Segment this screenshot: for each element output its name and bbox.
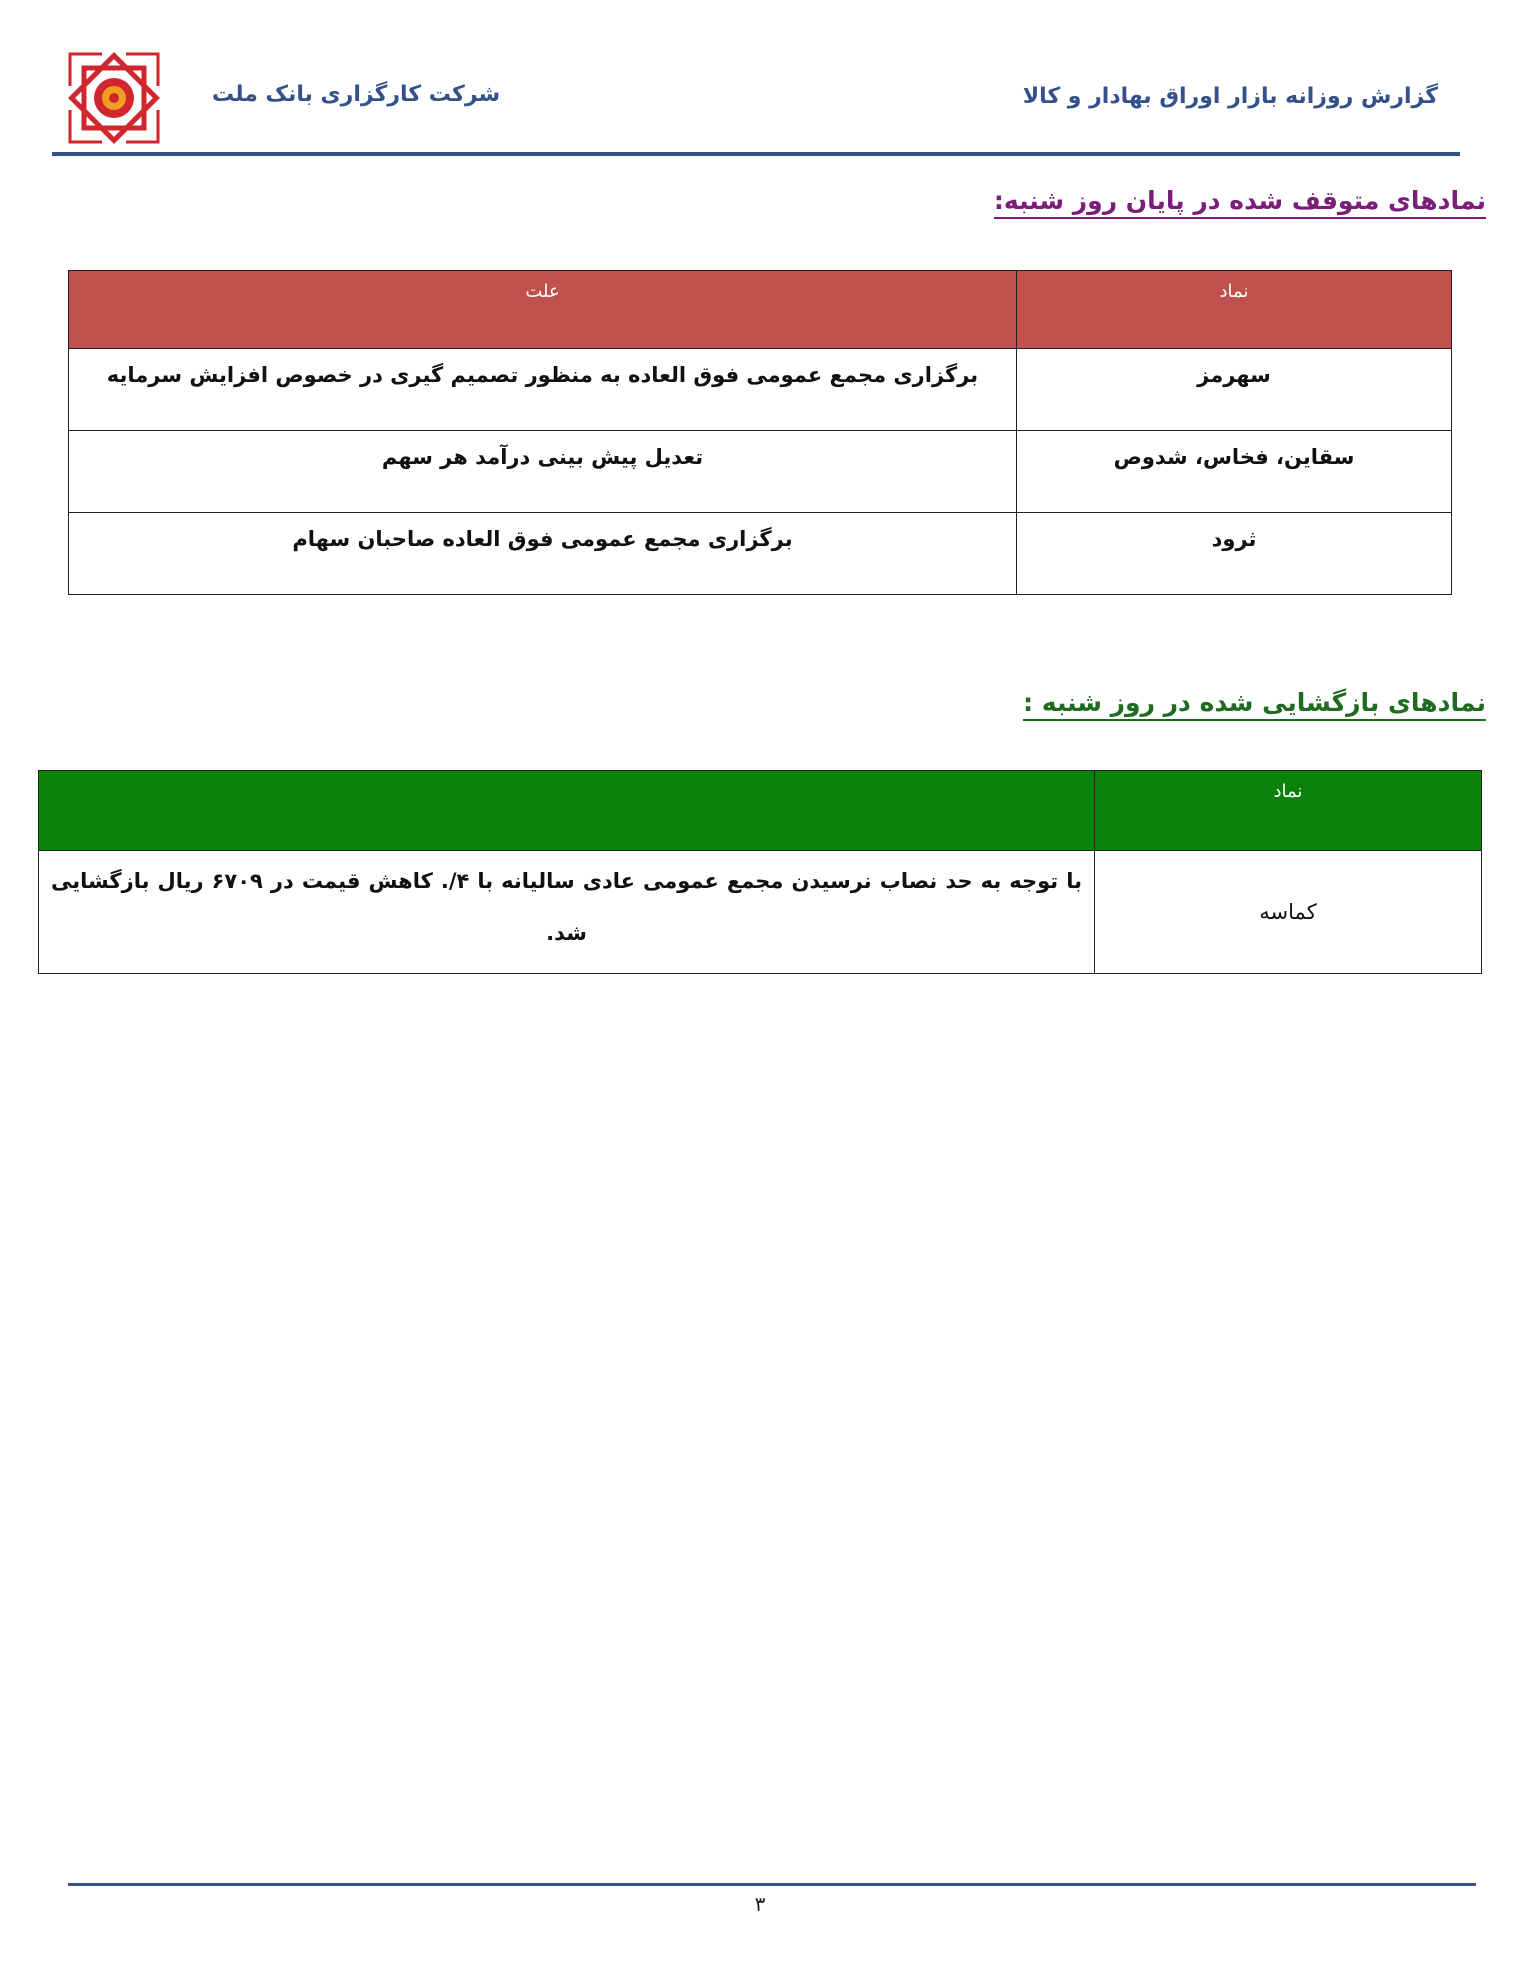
table-row [39,851,1482,974]
suspended-symbols-heading: نمادهای متوقف شده در پایان روز شنبه: [994,186,1486,219]
bank-mellat-logo-icon [62,46,166,150]
page-number: ۳ [754,1892,766,1916]
suspended-symbols-table [68,270,1452,595]
reason-cell: تعدیل پیش بینی درآمد هر سهم [69,431,1017,513]
report-title: گزارش روزانه بازار اوراق بهادار و کالا [1022,84,1438,109]
column-header-symbol: نماد [1095,771,1482,851]
column-header-reason: علت [69,271,1017,349]
column-header-symbol: نماد [1017,271,1452,349]
symbol-cell: سقاین، فخاس، شدوص [1017,431,1452,513]
table-header-row [69,271,1452,349]
symbol-cell: سهرمز [1017,349,1452,431]
symbol-cell: ثرود [1017,513,1452,595]
reopened-symbols-table [38,770,1482,974]
column-header-reason [39,771,1095,851]
table-row [69,349,1452,431]
company-name: شرکت کارگزاری بانک ملت [212,82,501,107]
reason-cell: با توجه به حد نصاب نرسیدن مجمع عمومی عادی سالیانه با ۴/. کاهش قیمت در ۶۷۰۹ ریال بازگشایی شد. [39,851,1095,974]
reason-cell: برگزاری مجمع عمومی فوق العاده به منظور تصمیم گیری در خصوص افزایش سرمایه [69,349,1017,431]
reopened-symbols-heading: نمادهای بازگشایی شده در روز شنبه : [1023,688,1486,721]
table-row [69,513,1452,595]
reason-cell: برگزاری مجمع عمومی فوق العاده صاحبان سهام [69,513,1017,595]
header-divider [52,152,1460,156]
symbol-cell: کماسه [1095,851,1482,974]
table-row [69,431,1452,513]
footer-divider [68,1883,1476,1886]
table-header-row [39,771,1482,851]
